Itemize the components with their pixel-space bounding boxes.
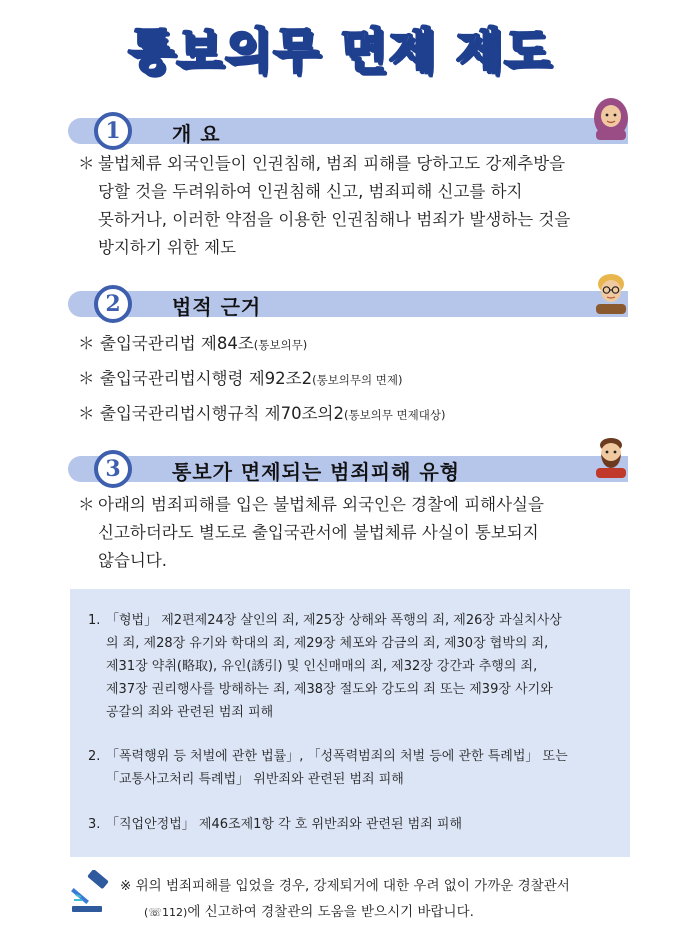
asterisk-bullet: ＊ — [78, 154, 95, 173]
section-bar-2 — [68, 291, 628, 317]
gavel-icon — [68, 870, 114, 916]
crime-list-box — [70, 589, 630, 857]
avatar-glasses-man-icon — [590, 270, 632, 314]
avatar-hijab-woman-icon — [590, 96, 632, 140]
overview-line: 방지하기 위한 제도 — [98, 238, 237, 257]
page-title: 통보의무 면제 제도 — [127, 23, 553, 79]
overview-paragraph — [78, 150, 571, 262]
overview-line: 불법체류 외국인들이 인권침해, 범죄 피해를 당하고도 강제추방을 — [98, 154, 566, 173]
crime-types-intro: ＊ 아래의 범죄피해를 입은 불법체류 외국인은 경찰에 피해사실을 신고하더라도 별도로 출입국관서에 불법체류 사실이 통보되지 않습니다. — [98, 491, 544, 575]
legal-basis-item: ＊ 출입국관리법 제84조(통보의무) — [78, 334, 308, 353]
overview-line: 못하거나, 이러한 약점을 이용한 인권침해나 범죄가 발생하는 것을 — [98, 210, 571, 229]
overview-line: 당할 것을 두려워하여 인권침해 신고, 범죄피해 신고를 하지 — [98, 182, 523, 201]
section-bar-1 — [68, 118, 628, 144]
legal-basis-item: ＊ 출입국관리법시행규칙 제70조의2(통보의무 면제대상) — [78, 404, 446, 423]
legal-basis-item: ＊ 출입국관리법시행령 제92조2(통보의무의 면제) — [78, 369, 403, 388]
footer-note — [120, 873, 570, 926]
crime-list-item-2: 2. 「폭력행위 등 처벌에 관한 법률」, 「성폭력범죄의 처벌 등에 관한 특례법」 또는 「교통사고처리 특례법」 위반죄와 관련된 범죄 피해 — [88, 749, 568, 787]
crime-list-item-1: 1. 「형법」 제2편제24장 살인의 죄, 제25장 상해와 폭행의 죄, 제26장 과실치사상 의 죄, 제28장 유기와 학대의 죄, 제29장 체포와 감금의 죄, 제30장 협박의 죄, 제31장 약취(略取), 유인(誘引) 및 인신매매의 죄, 제32장 강간과 추행의 죄, 제37장 권리행사를 방해하는 죄, 제38장 절도와 강도의 죄 또는 제39장 사기와 공갈의 죄와 관련된 범죄 피해 — [88, 613, 562, 720]
section-heading-legal-basis: 법적 근거 — [172, 295, 262, 319]
crime-list-item-3: 3. 「직업안정법」 제46조제1항 각 호 위반죄와 관련된 범죄 피해 — [88, 817, 463, 832]
section-heading-crime-types: 통보가 면제되는 범죄피해 유형 — [172, 460, 461, 484]
section-number-3: 3 — [94, 450, 132, 488]
asterisk-bullet: ＊ — [78, 495, 95, 514]
avatar-bearded-man-icon — [590, 434, 632, 478]
footer-line-1: ※ 위의 범죄피해를 입었을 경우, 강제퇴거에 대한 우려 없이 가까운 경찰관서 — [120, 878, 570, 894]
section-heading-overview: 개 요 — [172, 122, 221, 146]
footer-line-2: (☏112)에 신고하여 경찰관의 도움을 받으시기 바랍니다. — [144, 904, 474, 920]
section-number-1: 1 — [94, 112, 132, 150]
section-number-2: 2 — [94, 285, 132, 323]
